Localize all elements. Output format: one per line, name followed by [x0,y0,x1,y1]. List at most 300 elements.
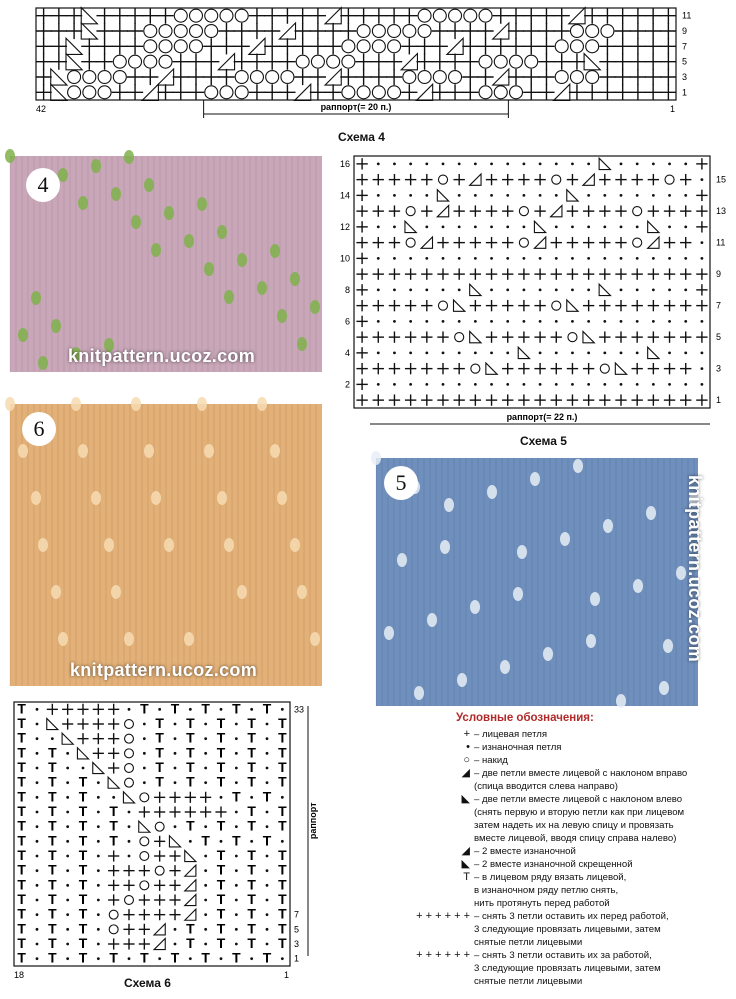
purl-stitch [250,957,253,960]
purl-stitch [266,884,269,887]
legend-text: (спица вводится слева направо) [474,781,618,792]
purl-stitch [143,781,146,784]
legend-item [378,806,708,819]
k2tog-left [567,190,578,201]
yarn-over [418,25,431,38]
texture-accent [371,451,381,465]
purl-stitch [281,708,284,711]
legend-item [378,741,708,754]
legend-text: – изнаночная петля [474,742,562,753]
slip-stitch: T [48,803,57,819]
yarn-over [235,71,248,84]
purl-stitch [97,855,100,858]
k2tog-right [569,8,585,24]
purl-stitch [97,840,100,843]
k2tog-right [154,938,165,949]
k2tog-right [493,23,509,39]
purl-stitch [66,752,69,755]
yarn-over [633,238,642,247]
k2tog-left [47,718,58,729]
texture-accent [104,538,114,552]
yarn-over [372,86,385,99]
slip-stitch: T [216,773,226,790]
purl-stitch [235,869,238,872]
purl-stitch [587,320,590,323]
purl-stitch [66,913,69,916]
slip-stitch: T [48,788,57,805]
yarn-over [449,9,462,22]
legend-text: – две петли вместе лицевой с наклоном вправо [474,768,688,779]
purl-stitch [474,383,477,386]
purl-stitch [143,767,146,770]
slip-stitch: T [247,729,256,746]
slip-stitch: T [247,905,256,922]
purl-stitch [204,899,207,902]
purl-stitch [652,320,655,323]
yarn-over [281,71,294,84]
slip-stitch: T [278,861,287,878]
texture-accent [124,632,134,646]
row-number: 33 [294,704,305,715]
slip-stitch: T [48,847,57,863]
purl-stitch [266,811,269,814]
purl-stitch [668,225,671,228]
yarn-over [570,40,583,53]
purl-stitch [571,257,574,260]
purl-stitch [266,943,269,946]
k2tog-left [51,69,67,85]
yarn-over [342,86,355,99]
slip-stitch: T [262,832,272,849]
purl-stitch [235,884,238,887]
col-label-left: 42 [36,104,47,114]
slip-stitch: T [17,729,26,746]
slip-stitch: T [278,817,287,834]
purl-stitch [506,320,509,323]
photo-watermark-6: knitpattern.ucoz.com [70,660,258,680]
legend-text: – лицевая петля [474,729,548,740]
legend-text: – накид [474,755,508,766]
purl-stitch [555,320,558,323]
purl-stitch [266,913,269,916]
k2tog-right [554,84,570,100]
scheme-4-caption: Схема 4 [338,130,385,144]
purl-stitch [620,225,623,228]
purl-stitch [393,162,396,165]
yarn-over [433,71,446,84]
legend-item [378,832,708,845]
legend-symbol: + + + + + + [416,949,470,961]
purl-stitch [66,943,69,946]
slip-stitch: T [216,759,226,775]
purl-stitch [158,957,161,960]
legend-text: нить протянуть перед работой [474,898,610,909]
slip-stitch: T [109,949,118,966]
purl-stitch [235,781,238,784]
purl-stitch [128,825,131,828]
purl-stitch [555,288,558,291]
k2tog-right [648,237,659,248]
slip-stitch: T [78,949,88,966]
purl-stitch [235,825,238,828]
yarn-over [586,25,599,38]
texture-accent [517,545,527,559]
col-label-left: 18 [14,970,25,980]
purl-stitch [442,257,445,260]
slip-stitch: T [186,773,195,790]
slip-stitch: T [48,861,57,878]
purl-stitch [684,194,687,197]
slip-stitch: T [48,832,57,849]
purl-stitch [636,383,639,386]
legend-symbol: + [463,728,470,740]
k2tog-left [470,284,481,295]
legend-item [378,819,708,832]
legend-item [378,884,708,897]
yarn-over [266,71,279,84]
slip-stitch: T [216,715,226,731]
legend-text: снятые петли лицевыми [474,976,583,987]
yarn-over [357,25,370,38]
yarn-over [144,40,157,53]
k2tog-left [437,190,448,201]
purl-stitch [490,351,493,354]
texture-accent [184,234,194,248]
photo-watermark-4: knitpattern.ucoz.com [68,346,256,366]
k2tog-left [648,221,659,232]
texture-accent [277,309,287,323]
texture-accent [217,225,227,239]
row-number-left: 10 [339,253,350,264]
purl-stitch [458,288,461,291]
yarn-over [125,778,134,787]
slip-stitch: T [78,788,88,805]
slip-stitch: T [278,744,287,761]
purl-stitch [128,811,131,814]
photo-watermark-5: knitpattern.ucoz.com [684,474,705,663]
slip-stitch: T [186,935,195,951]
scheme-5-chart [330,150,730,440]
purl-stitch [425,194,428,197]
purl-stitch [442,383,445,386]
purl-stitch [66,899,69,902]
purl-stitch [409,288,412,291]
slip-stitch: T [78,803,88,819]
slip-stitch: T [109,832,118,849]
purl-stitch [143,737,146,740]
texture-accent [297,337,307,351]
k2tog-left [185,850,196,861]
yarn-over [479,55,492,68]
yarn-over [586,40,599,53]
yarn-over [159,40,172,53]
purl-stitch [174,825,177,828]
purl-stitch [636,162,639,165]
purl-stitch [174,781,177,784]
k2tog-left [534,221,545,232]
k2tog-left [51,84,67,100]
purl-stitch [204,752,207,755]
texture-accent [310,300,320,314]
purl-stitch [506,225,509,228]
purl-stitch [620,194,623,197]
purl-stitch [97,884,100,887]
purl-stitch [66,825,69,828]
k2tog-left [584,54,600,70]
slip-stitch: T [216,729,226,746]
purl-stitch [36,825,39,828]
purl-stitch [425,225,428,228]
legend [378,712,708,988]
purl-stitch [506,383,509,386]
scheme-6 [10,698,322,994]
yarn-over [601,25,614,38]
texture-accent [290,538,300,552]
slip-stitch: T [17,935,26,951]
purl-stitch [36,737,39,740]
purl-stitch [425,257,428,260]
slip-stitch: T [278,715,287,731]
texture-accent [270,244,280,258]
knit-photo-5 [376,458,705,706]
yarn-over [205,86,218,99]
slip-stitch: T [155,715,164,731]
purl-stitch [377,383,380,386]
purl-stitch [620,162,623,165]
row-number: 5 [682,56,688,67]
purl-stitch [555,225,558,228]
slip-stitch: T [216,861,226,878]
purl-stitch [235,811,238,814]
col-label-right: 1 [284,970,290,980]
texture-accent [590,592,600,606]
purl-stitch [409,194,412,197]
photo-number-6: 6 [22,412,56,446]
slip-stitch: T [216,935,226,951]
purl-stitch [235,752,238,755]
scheme-5-caption: Схема 5 [520,434,567,448]
legend-item [378,793,708,806]
slip-stitch: T [48,759,57,775]
k2tog-left [405,221,416,232]
repeat-vertical-label: раппорт [308,802,318,840]
purl-stitch [128,957,131,960]
purl-stitch [603,351,606,354]
yarn-over [140,793,149,802]
purl-stitch [668,288,671,291]
slip-stitch: T [17,876,26,893]
yarn-over [109,910,118,919]
purl-stitch [204,869,207,872]
yarn-over [600,364,609,373]
yarn-over [406,238,415,247]
k2tog-right [534,237,545,248]
legend-item [378,728,708,741]
purl-stitch [66,957,69,960]
slip-stitch: T [78,891,88,907]
purl-stitch [442,320,445,323]
yarn-over [190,40,203,53]
grid-frame [354,156,710,408]
texture-accent [111,585,121,599]
texture-accent [131,215,141,229]
row-number: 7 [294,909,300,920]
row-number-right: 5 [716,332,722,343]
slip-stitch: T [278,920,287,937]
row-number: 3 [682,72,688,82]
purl-stitch [523,383,526,386]
purl-stitch [571,320,574,323]
legend-text: – в лицевом ряду вязать лицевой, [474,872,627,883]
texture-accent [164,206,174,220]
row-number-right: 3 [716,363,722,374]
purl-stitch [128,708,131,711]
purl-stitch [555,162,558,165]
row-number: 3 [294,939,300,949]
slip-stitch: T [155,773,164,790]
row-number-left: 12 [339,221,350,232]
slip-stitch: T [278,891,287,907]
purl-stitch [409,320,412,323]
yarn-over [327,55,340,68]
yarn-over [159,55,172,68]
purl-stitch [620,351,623,354]
k2tog-right [185,894,196,905]
purl-stitch [474,257,477,260]
k2tog-left [615,363,626,374]
yarn-over [418,9,431,22]
purl-stitch [684,225,687,228]
slip-stitch: T [48,891,57,907]
k2tog-left [62,733,73,744]
yarn-over [140,837,149,846]
purl-stitch [409,351,412,354]
texture-accent [144,444,154,458]
purl-stitch [587,257,590,260]
legend-item [378,858,708,871]
k2tog-left [470,331,481,342]
legend-symbol: • [466,741,470,753]
k2tog-left [518,347,529,358]
yarn-over [155,822,164,831]
purl-stitch [266,899,269,902]
yarn-over [109,925,118,934]
knit-texture-5 [376,458,698,706]
row-number-left: 16 [339,158,350,169]
yarn-over [555,71,568,84]
purl-stitch [266,928,269,931]
yarn-over [388,25,401,38]
texture-accent [51,319,61,333]
purl-stitch [701,241,704,244]
purl-stitch [620,383,623,386]
yarn-over [190,25,203,38]
texture-accent [310,632,320,646]
slip-stitch: T [232,832,241,849]
purl-stitch [539,320,542,323]
purl-stitch [393,383,396,386]
purl-stitch [474,162,477,165]
purl-stitch [490,257,493,260]
purl-stitch [250,840,253,843]
texture-accent [384,626,394,640]
legend-symbol: ○ [463,754,470,766]
row-number: 1 [294,953,300,964]
slip-stitch: T [278,773,287,790]
purl-stitch [571,162,574,165]
scheme-4 [28,2,698,132]
purl-stitch [36,884,39,887]
texture-accent [38,538,48,552]
k2tog-right [325,8,341,24]
slip-stitch: T [247,876,256,893]
purl-stitch [587,194,590,197]
yarn-over [403,25,416,38]
texture-accent [144,178,154,192]
k2tog-right [437,205,448,216]
texture-accent [487,485,497,499]
purl-stitch [377,288,380,291]
purl-stitch [425,288,428,291]
purl-stitch [128,840,131,843]
purl-stitch [458,257,461,260]
purl-stitch [66,840,69,843]
purl-stitch [425,320,428,323]
k2tog-left [599,158,610,169]
purl-stitch [571,383,574,386]
slip-stitch: T [48,949,57,966]
row-number-left: 4 [344,347,350,358]
purl-stitch [587,383,590,386]
texture-accent [257,397,267,411]
texture-accent [257,281,267,295]
texture-accent [51,585,61,599]
purl-stitch [571,225,574,228]
texture-accent [18,444,28,458]
slip-stitch: T [17,832,26,849]
purl-stitch [204,943,207,946]
purl-stitch [97,869,100,872]
purl-stitch [652,194,655,197]
purl-stitch [636,288,639,291]
purl-stitch [97,913,100,916]
purl-stitch [620,320,623,323]
legend-item [378,975,708,988]
purl-stitch [393,351,396,354]
yarn-over [455,333,464,342]
legend-text: 3 следующие провязать лицевыми, затем [474,924,661,935]
k2tog-left [77,748,88,759]
purl-stitch [204,767,207,770]
slip-stitch: T [17,949,26,966]
purl-stitch [652,288,655,291]
yarn-over [570,71,583,84]
k2tog-right [218,54,234,70]
k2tog-right [401,54,417,70]
purl-stitch [174,737,177,740]
texture-accent [224,538,234,552]
slip-stitch: T [186,920,195,937]
slip-stitch: T [78,920,88,937]
yarn-over [220,86,233,99]
yarn-over [311,55,324,68]
texture-accent [440,540,450,554]
purl-stitch [36,957,39,960]
k2tog-left [81,23,97,39]
purl-stitch [220,957,223,960]
purl-stitch [409,257,412,260]
k2tog-left [66,54,82,70]
